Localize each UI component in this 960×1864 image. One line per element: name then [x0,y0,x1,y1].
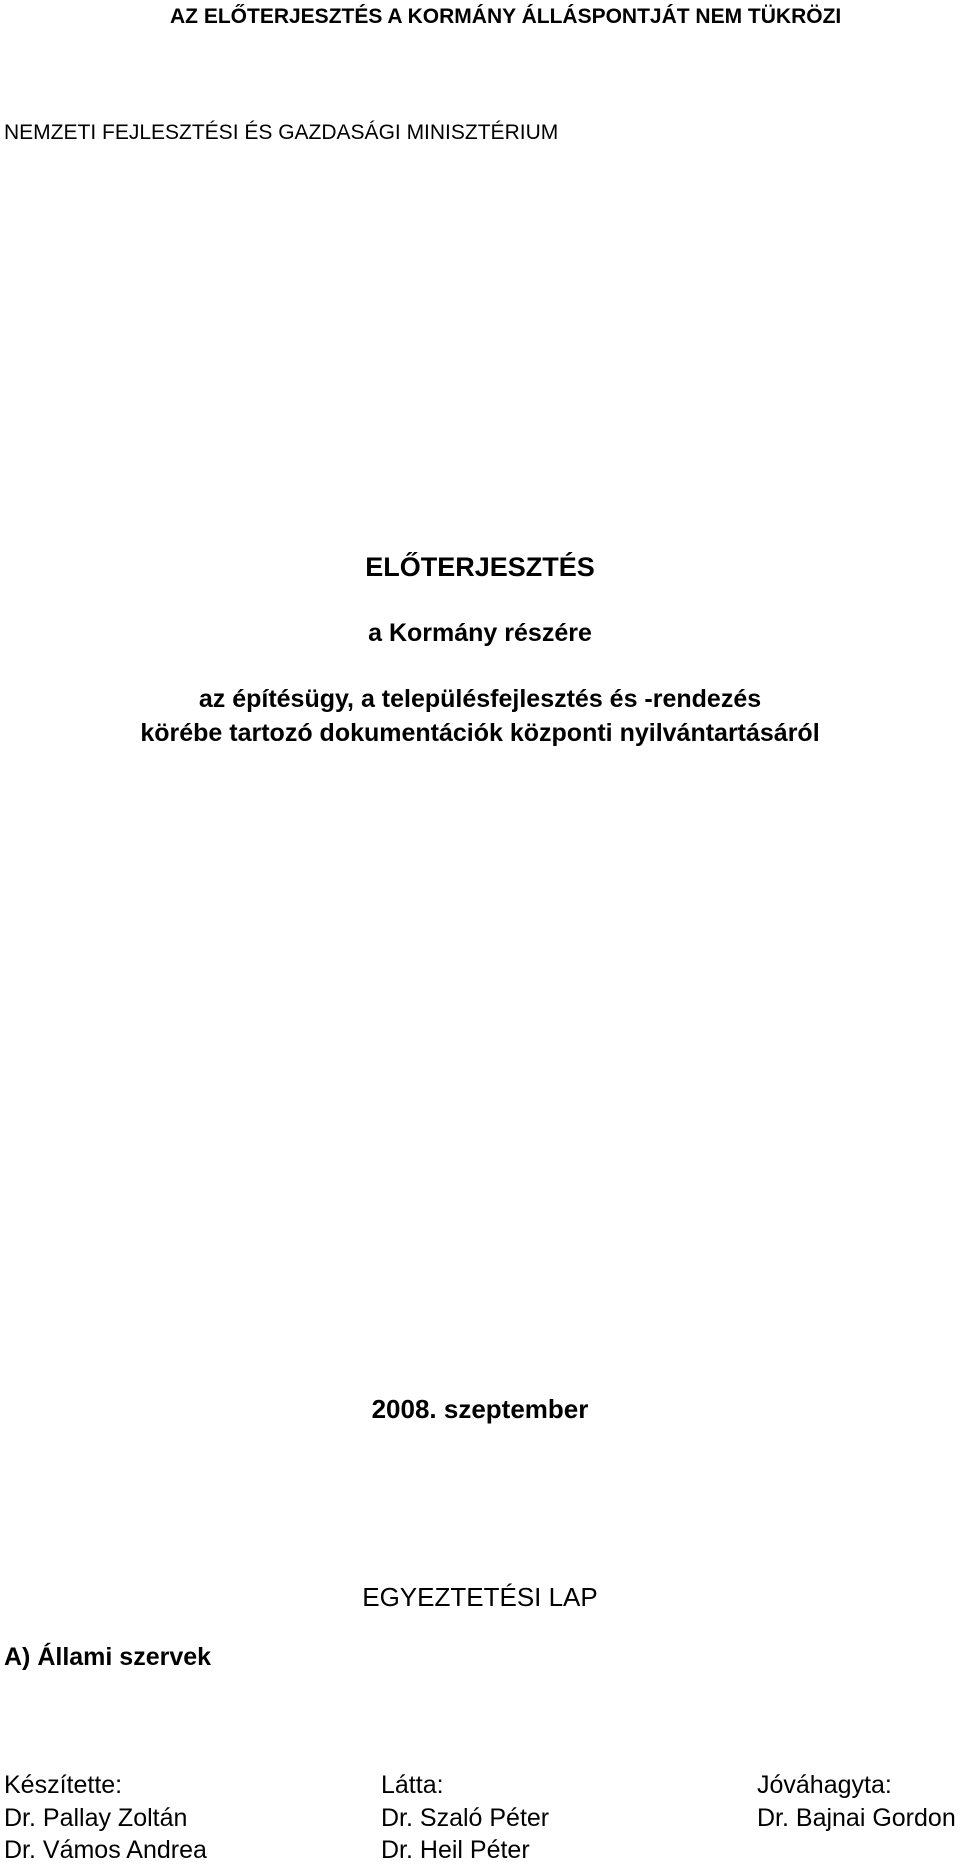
seen-by-label: Látta: [381,1771,444,1799]
prepared-by-name: Dr. Pallay Zoltán [4,1804,188,1832]
document-subject-line-2: körébe tartozó dokumentációk központi nyilvántartásáról [140,719,820,747]
prepared-by-name: Dr. Vámos Andrea [4,1836,207,1864]
document-subject-line-1: az építésügy, a településfejlesztés és -rendezés [198,685,762,713]
document-title: ELŐTERJESZTÉS [365,552,595,582]
coordination-sheet-title: EGYEZTETÉSI LAP [362,1582,598,1612]
prepared-by-label: Készítette: [4,1771,123,1799]
ministry-name: NEMZETI FEJLESZTÉSI ÉS GAZDASÁGI MINISZTÉRIUM [4,121,559,144]
seen-by-name: Dr. Szaló Péter [381,1804,550,1832]
section-a-heading: A) Állami szervek [4,1643,212,1671]
approved-by-label: Jóváhagyta: [757,1771,892,1799]
document-recipient: a Kormány részére [368,619,592,647]
confidentiality-notice: AZ ELŐTERJESZTÉS A KORMÁNY ÁLLÁSPONTJÁT NEM TÜKRÖZI [170,5,842,28]
document-date: 2008. szeptember [371,1394,589,1424]
approved-by-name: Dr. Bajnai Gordon [757,1804,956,1832]
seen-by-name: Dr. Heil Péter [381,1836,530,1864]
